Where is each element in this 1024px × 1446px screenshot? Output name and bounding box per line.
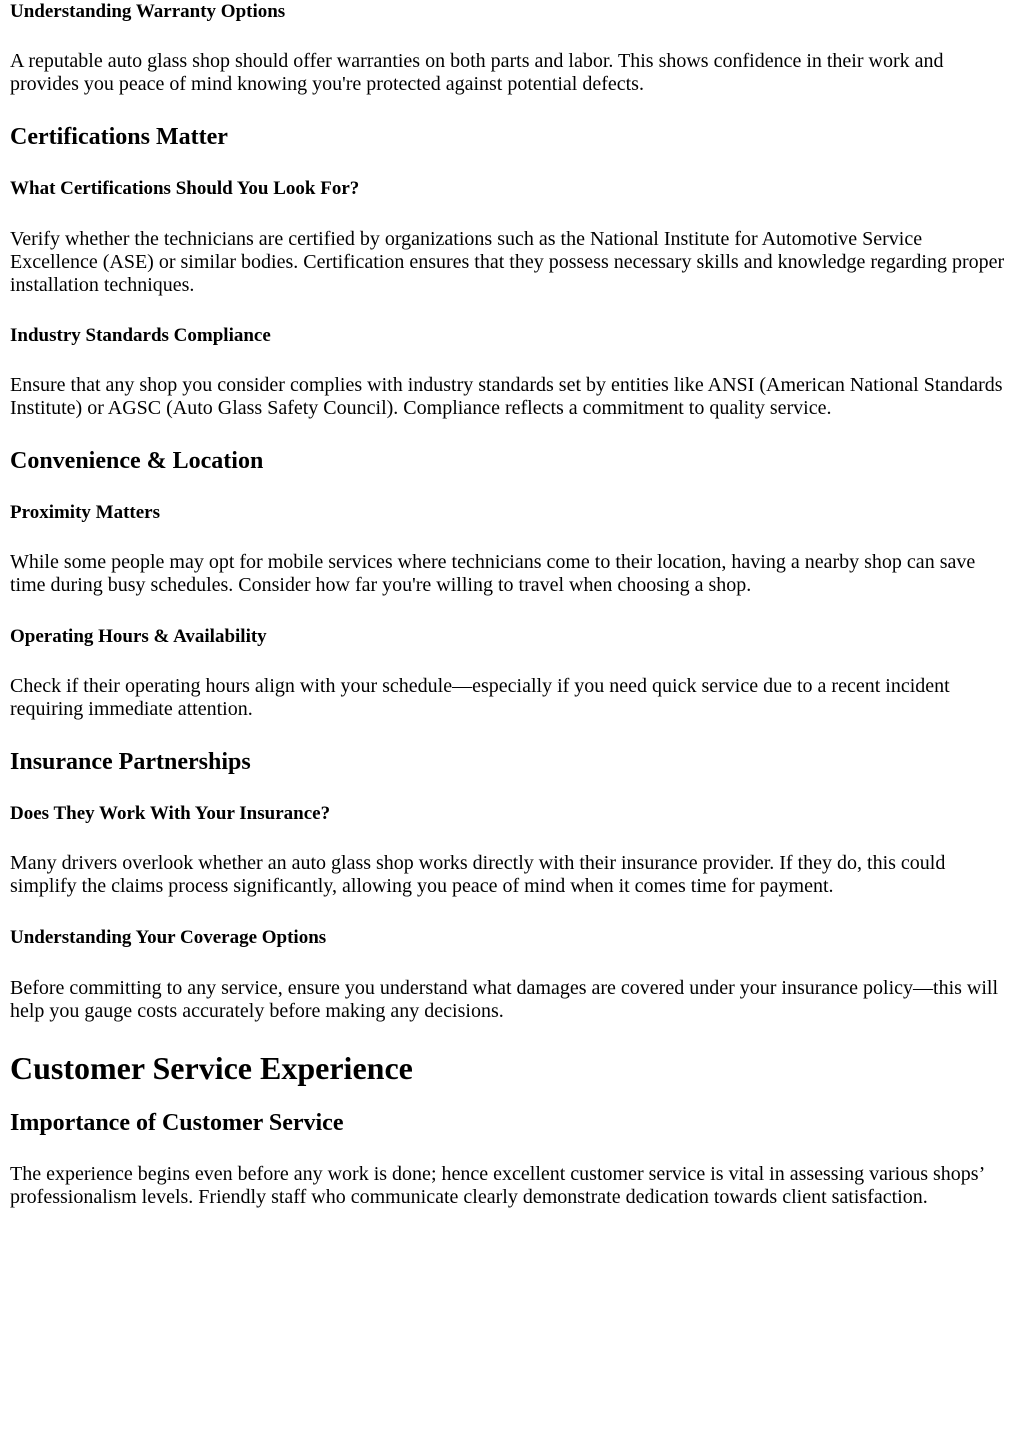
insurance-works-paragraph: Many drivers overlook whether an auto glass shop works directly with their insurance provider. If they do, this could simplify the claims process significantly, allowing you peace of mind when it comes time for payment. <box>10 852 946 897</box>
insurance-works-heading: Does They Work With Your Insurance? <box>10 803 331 824</box>
convenience-heading: Convenience & Location <box>10 448 264 474</box>
certifications-what-heading: What Certifications Should You Look For? <box>10 178 360 199</box>
warranty-heading: Understanding Warranty Options <box>10 1 286 22</box>
coverage-heading: Understanding Your Coverage Options <box>10 927 327 948</box>
certifications-what-paragraph: Verify whether the technicians are certified by organizations such as the National Institute for Automotive Service Excellence (ASE) or similar bodies. Certification ensures that they possess necessary skills and knowledge regarding proper installation techniques. <box>10 228 1005 296</box>
coverage-paragraph: Before committing to any service, ensure you understand what damages are covered under your insurance policy—this will help you gauge costs accurately before making any decisions. <box>10 977 999 1022</box>
importance-heading: Importance of Customer Service <box>10 1110 344 1136</box>
standards-paragraph: Ensure that any shop you consider complies with industry standards set by entities like ANSI (American National Standards Institute) or AGSC (Auto Glass Safety Council). Compliance reflects a commitment to quality service. <box>10 374 1003 419</box>
proximity-paragraph: While some people may opt for mobile services where technicians come to their location, having a nearby shop can save time during busy schedules. Consider how far you're willing to travel when choosing a shop. <box>10 551 976 596</box>
hours-heading: Operating Hours & Availability <box>10 626 267 647</box>
importance-paragraph: The experience begins even before any work is done; hence excellent customer service is vital in assessing various shops’ professionalism levels. Friendly staff who communicate clearly demonstrate dedication towards client satisfaction. <box>10 1163 984 1208</box>
warranty-paragraph: A reputable auto glass shop should offer warranties on both parts and labor. This shows confidence in their work and provides you peace of mind knowing you're protected against potential defects. <box>10 50 944 95</box>
standards-heading: Industry Standards Compliance <box>10 325 271 346</box>
certifications-heading: Certifications Matter <box>10 124 228 150</box>
customer-service-heading: Customer Service Experience <box>10 1050 413 1086</box>
insurance-heading: Insurance Partnerships <box>10 749 251 775</box>
hours-paragraph: Check if their operating hours align with your schedule—especially if you need quick service due to a recent incident requiring immediate attention. <box>10 675 950 720</box>
proximity-heading: Proximity Matters <box>10 502 161 523</box>
